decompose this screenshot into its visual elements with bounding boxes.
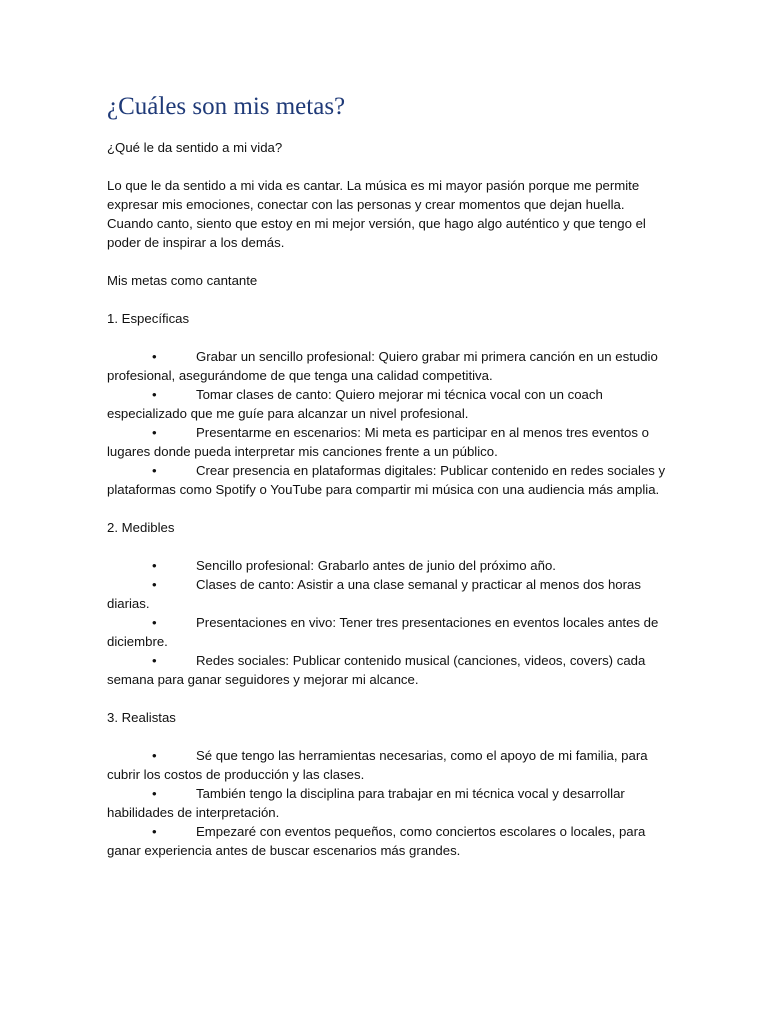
list-item-text: Crear presencia en plataformas digitales: Publicar contenido en redes sociales y plataformas como Spotify o YouTube para compartir mi música con una audiencia más amplia. bbox=[107, 463, 666, 497]
bullet-marker: • bbox=[152, 615, 157, 630]
list-item-text: Tomar clases de canto: Quiero mejorar mi técnica vocal con un coach especializado que me guíe para alcanzar un nivel profesional. bbox=[107, 387, 603, 421]
list-item bbox=[107, 423, 667, 461]
bullet-list bbox=[107, 347, 667, 499]
bullet-marker: • bbox=[152, 387, 157, 402]
intro-paragraph: Lo que le da sentido a mi vida es cantar. La música es mi mayor pasión porque me permite expresar mis emociones, conectar con las personas y crear momentos que dejan huella. Cuando canto, siento que estoy en mi mejor versión, que hago algo auténtico y que tengo el poder de inspirar a los demás. bbox=[107, 178, 646, 250]
list-item-text: Empezaré con eventos pequeños, como conciertos escolares o locales, para ganar experiencia antes de buscar escenarios más grandes. bbox=[107, 824, 646, 858]
list-item bbox=[107, 385, 667, 423]
bullet-list bbox=[107, 556, 667, 689]
bullet-marker: • bbox=[152, 463, 157, 478]
section-heading: 1. Específicas bbox=[107, 311, 190, 326]
list-item-text: Sencillo profesional: Grabarlo antes de junio del próximo año. bbox=[196, 558, 556, 573]
bullet-marker: • bbox=[152, 748, 157, 763]
list-item bbox=[107, 461, 667, 499]
bullet-list bbox=[107, 746, 667, 860]
bullet-marker: • bbox=[152, 349, 157, 364]
list-item-text: Redes sociales: Publicar contenido musical (canciones, videos, covers) cada semana para ganar seguidores y mejorar mi alcance. bbox=[107, 653, 646, 687]
list-item bbox=[107, 347, 667, 385]
document-page bbox=[107, 90, 667, 879]
list-item bbox=[107, 575, 667, 613]
list-item-text: Grabar un sencillo profesional: Quiero grabar mi primera canción en un estudio profesional, asegurándome de que tenga una calidad competitiva. bbox=[107, 349, 658, 383]
bullet-marker: • bbox=[152, 653, 157, 668]
bullet-marker: • bbox=[152, 786, 157, 801]
bullet-marker: • bbox=[152, 425, 157, 440]
bullet-marker: • bbox=[152, 824, 157, 839]
list-item bbox=[107, 746, 667, 784]
section-heading: 2. Medibles bbox=[107, 520, 175, 535]
goals-heading: Mis metas como cantante bbox=[107, 273, 258, 288]
section-heading: 3. Realistas bbox=[107, 710, 176, 725]
list-item-text: Presentarme en escenarios: Mi meta es participar en al menos tres eventos o lugares donde pueda interpretar mis canciones frente a un público. bbox=[107, 425, 649, 459]
list-item bbox=[107, 556, 667, 575]
list-item bbox=[107, 822, 667, 860]
list-item bbox=[107, 651, 667, 689]
list-item bbox=[107, 784, 667, 822]
bullet-marker: • bbox=[152, 558, 157, 573]
question-paragraph: ¿Qué le da sentido a mi vida? bbox=[107, 140, 283, 155]
bullet-marker: • bbox=[152, 577, 157, 592]
list-item-text: Presentaciones en vivo: Tener tres presentaciones en eventos locales antes de diciembre. bbox=[107, 615, 659, 649]
list-item-text: Clases de canto: Asistir a una clase semanal y practicar al menos dos horas diarias. bbox=[107, 577, 641, 611]
list-item-text: Sé que tengo las herramientas necesarias, como el apoyo de mi familia, para cubrir los costos de producción y las clases. bbox=[107, 748, 648, 782]
document-title: ¿Cuáles son mis metas? bbox=[107, 93, 346, 120]
list-item bbox=[107, 613, 667, 651]
list-item-text: También tengo la disciplina para trabajar en mi técnica vocal y desarrollar habilidades de interpretación. bbox=[107, 786, 625, 820]
